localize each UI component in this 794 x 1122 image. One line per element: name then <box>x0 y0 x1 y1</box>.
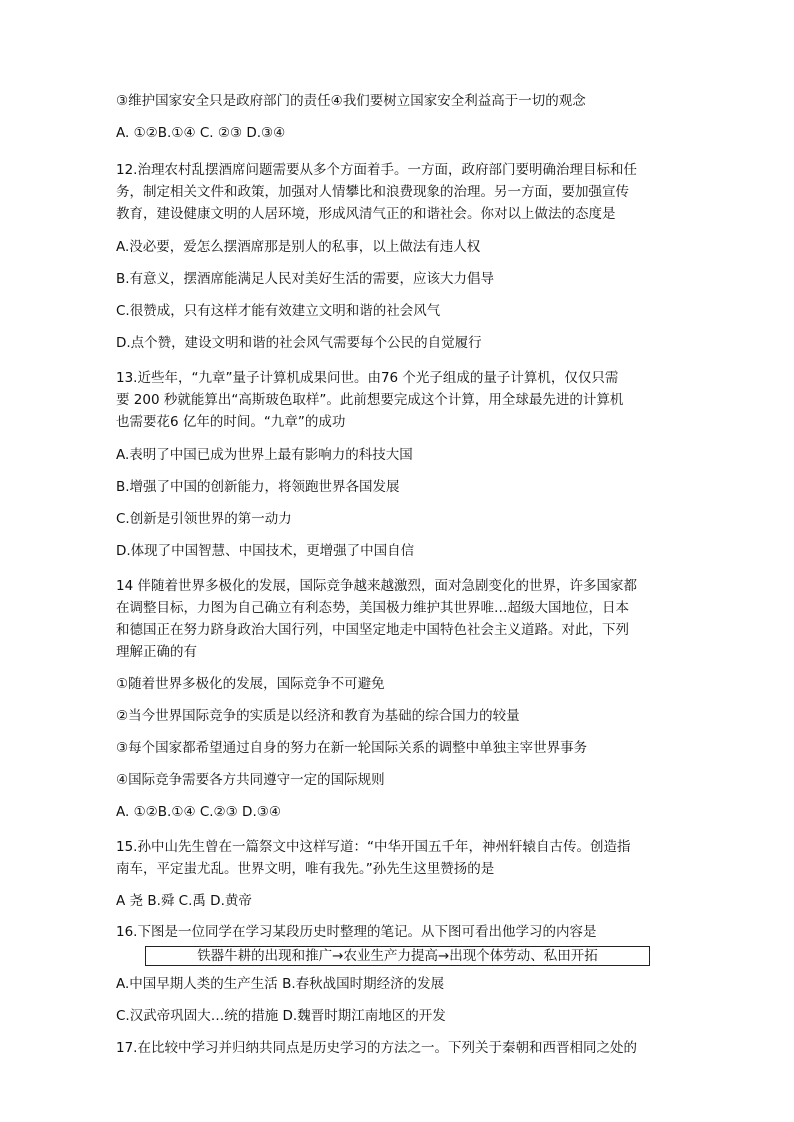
option-b: B.有意义，摆酒席能满足人民对美好生活的需要，应该大力倡导 <box>116 271 495 287</box>
question-12-stem: 教育，建设健康文明的人居环境，形成风清气正的和谐社会。你对以上做法的态度是 <box>116 206 616 222</box>
question-14-stem: 在调整目标，力图为自己确立有利态势，美国极力维护其世界唯…超级大国地位，日本 <box>116 600 629 616</box>
statement-3: ③每个国家都希望通过自身的努力在新一轮国际关系的调整中单独主宰世界事务 <box>116 740 588 756</box>
answer-options-q15: A 尧 B.舜 C.禹 D.黄帝 <box>116 893 252 909</box>
answer-options-q11: A. ①②B.①④ C. ②③ D.③④ <box>116 125 286 141</box>
study-note-box: 铁器牛耕的出现和推广→农业生产力提高→出现个体劳动、私田开拓 <box>145 946 650 966</box>
option-a: A.没必要，爱怎么摆酒席那是别人的私事，以上做法有违人权 <box>116 239 481 255</box>
option-d: D.体现了中国智慧、中国技术，更增强了中国自信 <box>116 543 415 559</box>
question-14-stem: 和德国正在努力跻身政治大国行列，中国坚定地走中国特色社会主义道路。对此，下列 <box>116 622 629 638</box>
question-14-stem: 理解正确的有 <box>116 644 197 660</box>
question-13-stem: 13.近些年，“九章”量子计算机成果问世。由76 个光子组成的量子计算机，仅仅只需 <box>116 370 619 386</box>
question-13-stem: 要 200 秒就能算出“高斯玻色取样”。此前想要完成这个计算，用全球最先进的计算机 <box>116 392 624 408</box>
answer-options-q14: A. ①②B.①④ C.②③ D.③④ <box>116 804 281 820</box>
question-15-stem: 南车，平定蚩尤乱。世界文明，唯有我先。”孙先生这里赞扬的是 <box>116 861 495 877</box>
option-a: A.表明了中国已成为世界上最有影响力的科技大国 <box>116 447 413 463</box>
option-c: C.很赞成，只有这样才能有效建立文明和谐的社会风气 <box>116 303 441 319</box>
statement-1: ①随着世界多极化的发展，国际竞争不可避免 <box>116 676 385 692</box>
text-line: ③维护国家安全只是政府部门的责任④我们要树立国家安全利益高于一切的观念 <box>116 93 586 109</box>
question-14-stem: 14 伴随着世界多极化的发展，国际竞争越来越激烈，面对急剧变化的世界，许多国家都 <box>116 578 637 594</box>
options-c-d: C.汉武帝巩固大…统的措施 D.魏晋时期江南地区的开发 <box>116 1008 446 1024</box>
question-12-stem: 务，制定相关文件和政策，加强对人情攀比和浪费现象的治理。另一方面，要加强宣传 <box>116 184 629 200</box>
statement-4: ④国际竞争需要各方共同遵守一定的国际规则 <box>116 772 385 788</box>
question-16-stem: 16.下图是一位同学在学习某段历史时整理的笔记。从下图可看出他学习的内容是 <box>116 924 597 940</box>
question-17-stem: 17.在比较中学习并归纳共同点是历史学习的方法之一。下列关于秦朝和西晋相同之处的 <box>116 1040 637 1056</box>
option-b: B.增强了中国的创新能力，将领跑世界各国发展 <box>116 479 400 495</box>
options-a-b: A.中国早期人类的生产生活 B.春秋战国时期经济的发展 <box>116 976 445 992</box>
question-13-stem: 也需要花6 亿年的时间。“九章”的成功 <box>116 414 346 430</box>
question-12-stem: 12.治理农村乱摆酒席问题需要从多个方面着手。一方面，政府部门要明确治理目标和任 <box>116 162 637 178</box>
option-d: D.点个赞，建设文明和谐的社会风气需要每个公民的自觉履行 <box>116 335 482 351</box>
question-15-stem: 15.孙中山先生曾在一篇祭文中这样写道：“中华开国五千年，神州轩辕自古传。创造指 <box>116 839 631 855</box>
option-c: C.创新是引领世界的第一动力 <box>116 511 292 527</box>
statement-2: ②当今世界国际竞争的实质是以经济和教育为基础的综合国力的较量 <box>116 708 520 724</box>
